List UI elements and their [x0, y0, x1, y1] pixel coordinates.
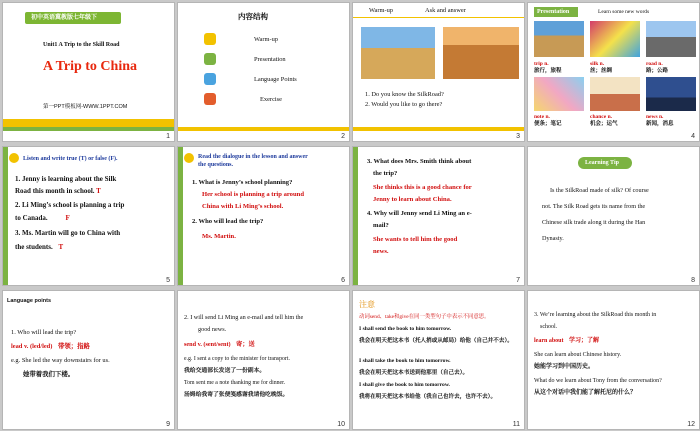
header-tab-warmup: Warm-up — [369, 7, 393, 14]
question-1: 1. What is Jenny’s school planning? — [192, 179, 293, 186]
tip-line-4: Dynasty. — [542, 235, 564, 242]
language-points-heading: Language points — [7, 298, 51, 304]
statement-1: 1. Jenny is learning about the Silk — [15, 175, 117, 183]
send-example-2-zh: 汤姆给我寄了张便笺感谢我请他吃晚饭。 — [184, 392, 289, 398]
send-meaning: 寄；送 — [236, 341, 255, 348]
answer-3-line-2: Jenny to learn about China. — [373, 196, 452, 203]
answer-3: T — [58, 243, 64, 251]
answer-1: T — [96, 187, 101, 195]
question-4-line-1: 4. Why will Jenny send Li Ming an e- — [367, 210, 472, 217]
answer-4-line-2: news. — [373, 248, 389, 255]
question-1: 1. Do you know the SilkRoad? — [365, 91, 444, 98]
rule-text: 动词send、take和give在同一类型句子中表示不同意思。 — [359, 314, 490, 320]
learn-example-1-zh: 她能学习到中国历史。 — [534, 364, 595, 370]
header-tab-ask: Ask and answer — [425, 7, 466, 14]
word-news-pos: n. — [659, 114, 664, 120]
slide-thumbnail-5[interactable] — [2, 146, 175, 286]
example-take: I shall take the book to him tomorrow. — [359, 358, 451, 364]
send-term: send v. (sent/sent) — [184, 341, 231, 348]
slide-thumbnail-12[interactable] — [527, 290, 700, 430]
slide-number: 8 — [691, 277, 695, 284]
note-label: 注意 — [359, 300, 375, 309]
word-trip-pos: n. — [544, 61, 549, 67]
word-note-zh: 便条；笔记 — [534, 121, 562, 127]
word-road-pos: n. — [658, 61, 663, 67]
presentation-tab-label: Presentation — [537, 9, 570, 15]
answer-4-line-1: She wants to tell him the good — [373, 236, 458, 243]
tip-line-1: Is the SilkRoad made of silk? Of course — [550, 187, 649, 194]
left-rail — [3, 147, 8, 285]
toc-icon-3 — [204, 73, 216, 85]
learn-words-label: Learn some new words — [598, 9, 650, 15]
send-example-1-zh: 我给交通部长发送了一份副本。 — [184, 368, 266, 374]
slide-thumbnail-3[interactable] — [352, 2, 525, 142]
word-silk: silk — [590, 61, 599, 67]
lead-example-zh: 她带着我们下楼。 — [23, 371, 75, 378]
statement-2: 2. Li Ming’s school is planning a trip — [15, 201, 125, 209]
word-chance-pos: n. — [607, 114, 613, 120]
slide-thumbnail-8[interactable] — [527, 146, 700, 286]
example-give-zh: 我将在明天把这本书给他（我自己也许去，也许不去）。 — [359, 394, 497, 400]
word-trip-zh: 旅行，旅程 — [534, 68, 562, 74]
road-photo — [646, 21, 696, 57]
question-4-line-2: mail? — [373, 222, 389, 229]
statement-3: 3. Ms. Martin will go to China with — [15, 229, 121, 237]
question-2: 2. Who will lead the trip? — [192, 218, 264, 225]
sentence-2-line-1: 2. I will send Li Ming an e-mail and tell him the — [184, 314, 304, 321]
grade-badge-label: 初中英语冀教版七年级下 — [31, 15, 98, 21]
toc-item-1: Warm-up — [254, 36, 278, 43]
word-news: news — [646, 114, 658, 120]
toc-item-3: Language Points — [254, 76, 297, 83]
sentence-2-line-2: good news. — [198, 326, 227, 333]
learning-tip-label: Learning Tip — [585, 160, 619, 166]
note-photo — [534, 77, 584, 111]
exercise-heading: Listen and write true (T) or false (F). — [23, 156, 118, 162]
word-news-zh: 新闻，消息 — [646, 121, 674, 127]
desert-photo-2 — [443, 27, 519, 79]
point-question: 1. Who will lead the trip? — [11, 329, 77, 336]
slide-thumbnail-11[interactable] — [352, 290, 525, 430]
learn-about-term: learn about — [534, 338, 564, 344]
example-send: I shall send the book to him tomorrow. — [359, 326, 452, 332]
trip-photo — [534, 21, 584, 57]
toc-icon-4 — [204, 93, 216, 105]
sentence-3-line-1: 3. We’re learning about the SilkRoad this month in — [534, 312, 657, 318]
word-road-zh: 路；公路 — [646, 68, 669, 74]
bullet-badge — [184, 153, 194, 163]
send-example-1: e.g. I sent a copy to the minister for transport. — [184, 356, 290, 362]
question-3-line-1: 3. What does Mrs. Smith think about — [367, 158, 472, 165]
lead-example: e.g. She led the way downstairs for us. — [11, 357, 110, 364]
bottom-band — [178, 127, 349, 131]
slide-thumbnail-9[interactable] — [2, 290, 175, 430]
dialogue-heading-2: the questions. — [198, 162, 234, 168]
slide-number: 2 — [341, 133, 345, 140]
left-rail — [353, 147, 358, 285]
statement-3-cont: the students. — [15, 243, 53, 251]
word-chance-zh: 机会；运气 — [590, 121, 618, 127]
lead-term: lead v. (led/led) — [11, 343, 53, 350]
slide-number: 4 — [691, 133, 695, 140]
news-photo — [646, 77, 696, 111]
slide-number: 11 — [512, 421, 520, 428]
slide-thumbnail-6[interactable] — [177, 146, 350, 286]
statement-2-cont: to Canada. — [15, 214, 48, 222]
slide-title: A Trip to China — [43, 59, 138, 74]
slide-number: 12 — [687, 421, 695, 428]
bullet-badge — [9, 153, 19, 163]
toc-icon-2 — [204, 53, 216, 65]
example-take-zh: 我会在明天把这本书送到他那里（自己去）。 — [359, 370, 469, 376]
question-3-line-2: the trip? — [373, 170, 398, 177]
answer-1-line-2: China with Li Ming’s school. — [202, 203, 284, 210]
question-2: 2. Would you like to go there? — [365, 101, 443, 108]
bottom-band — [353, 127, 524, 131]
word-silk-zh: 丝；丝绸 — [590, 68, 613, 74]
chance-photo — [590, 77, 640, 111]
slide-thumbnail-2[interactable] — [177, 2, 350, 142]
desert-photo-1 — [361, 27, 435, 79]
toc-title: 内容结构 — [238, 12, 268, 21]
answer-2: F — [65, 214, 70, 222]
statement-1-cont: Road this month in school. — [15, 187, 95, 195]
toc-item-2: Presentation — [254, 56, 286, 63]
word-chance: chance — [590, 114, 607, 120]
silk-photo — [590, 21, 640, 57]
slide-number: 9 — [166, 421, 170, 428]
slide-number: 3 — [516, 133, 520, 140]
toc-item-4: Exercise — [260, 96, 282, 103]
tip-line-3: Chinese silk trade along it during the Han — [542, 219, 646, 226]
word-road: road — [646, 61, 657, 67]
slide-thumbnail-4[interactable] — [527, 2, 700, 142]
bottom-band-green — [3, 127, 174, 131]
answer-2: Ms. Martin. — [202, 233, 236, 240]
toc-icon-1 — [204, 33, 216, 45]
learn-about-meaning: 学习；了解 — [569, 338, 600, 344]
slide-number: 7 — [516, 277, 520, 284]
slide-number: 5 — [166, 277, 170, 284]
slide-thumbnail-1[interactable] — [2, 2, 175, 142]
example-send-zh: 我会在明天把这本书（托人捎或从邮局）给他（自己并不去）。 — [359, 338, 513, 344]
word-note-pos: n. — [545, 114, 550, 120]
answer-3-line-1: She thinks this is a good chance for — [373, 184, 472, 191]
answer-1-line-1: Her school is planning a trip around — [202, 191, 304, 198]
learn-example-1: She can learn about Chinese history. — [534, 352, 622, 358]
dialogue-heading-1: Read the dialogue in the lesson and answer — [198, 154, 308, 160]
slide-number: 6 — [341, 277, 345, 284]
example-give: I shall give the book to him tomorrow. — [359, 382, 450, 388]
slide-thumbnail-7[interactable] — [352, 146, 525, 286]
slide-thumbnail-10[interactable] — [177, 290, 350, 430]
lead-meaning: 带领；指路 — [57, 343, 90, 350]
word-note: note — [534, 114, 545, 120]
sentence-3-line-2: school. — [540, 324, 558, 330]
learn-example-2-zh: 从这个对话中我们能了解托尼的什么？ — [534, 390, 637, 396]
word-trip: trip — [534, 61, 543, 67]
unit-title: Unit1 A Trip to the Skill Road — [43, 42, 120, 48]
left-rail — [178, 147, 183, 285]
learn-example-2: What do we learn about Tony from the conversation? — [534, 378, 662, 384]
bottom-band — [3, 119, 174, 127]
send-example-2: Tom sent me a note thanking me for dinner. — [184, 380, 286, 386]
tip-line-2: not. The Silk Road gets its name from the — [542, 203, 646, 210]
word-silk-pos: n. — [599, 61, 605, 67]
footer-text: 第一PPT模板网-WWW.1PPT.COM — [43, 104, 128, 110]
slide-number: 1 — [166, 133, 170, 140]
slide-number: 10 — [337, 421, 345, 428]
